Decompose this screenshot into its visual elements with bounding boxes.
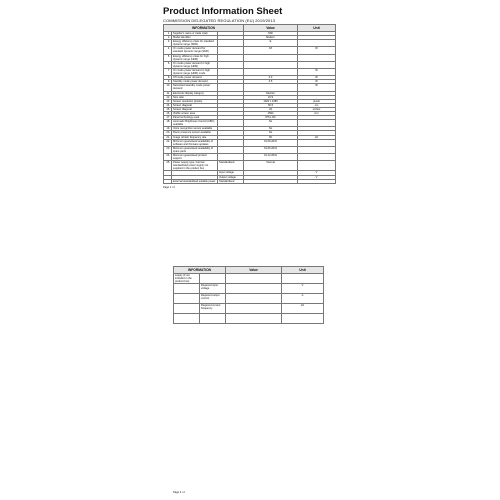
row-unit (298, 161, 336, 171)
row-unit (298, 120, 336, 127)
regulation-subtitle: COMMISSION DELEGATED REGULATION (EU) 2019/2013 (163, 18, 276, 23)
row-unit: Hz (298, 135, 336, 139)
row-value: 16:9 (244, 95, 298, 99)
product-info-table-continued (173, 266, 324, 324)
row-value: Modern (244, 36, 298, 40)
row-value: 01.12.2031 (244, 154, 298, 161)
row-value: 01.06.2031 (244, 146, 298, 153)
row-value (244, 84, 298, 91)
header-value: Value (226, 267, 282, 274)
row-unit: W (298, 47, 336, 54)
row-unit: W (298, 80, 336, 84)
row-number: 16. (164, 111, 172, 115)
row-unit (298, 146, 336, 153)
table-row (174, 314, 324, 324)
row-sub-information: Standardised (218, 179, 244, 183)
row-sub-information: Input voltage (218, 171, 244, 175)
row-unit: W (298, 68, 336, 75)
page-two (163, 260, 335, 324)
row-value: 24 (244, 107, 298, 111)
row-unit (298, 40, 336, 47)
row-information: Energy efficiency class for standard dynamic range (SDR) (172, 40, 218, 47)
row-information: On mode power demand in high dynamic range (HDR) mode (172, 68, 218, 75)
table-row (164, 47, 336, 54)
row-information: Model identifier (172, 36, 218, 40)
row-information: supply (if not included in the product box) (174, 274, 200, 284)
row-value: 60.5 (244, 103, 298, 107)
row-value (226, 304, 282, 314)
row-number (164, 179, 172, 183)
row-number: 23. (164, 146, 172, 153)
row-information: Screen diagonal (172, 103, 218, 107)
row-number: 12. (164, 95, 172, 99)
row-sub-information (218, 68, 244, 75)
row-sub-information (218, 84, 244, 91)
row-number: 18. (164, 120, 172, 127)
row-value: No (244, 127, 298, 131)
table-row (164, 120, 336, 127)
table-row (164, 146, 336, 153)
table-row (164, 61, 336, 68)
row-sub-information (200, 314, 226, 324)
table-header-row (164, 25, 336, 32)
row-unit: inches (298, 107, 336, 111)
row-unit (298, 179, 336, 183)
row-number: 15. (164, 107, 172, 111)
row-unit (298, 54, 336, 61)
row-information (174, 304, 200, 314)
row-information: Standby mode power demand (172, 80, 218, 84)
row-number: 10. (164, 84, 172, 91)
row-sub-information (218, 61, 244, 68)
row-number: 22. (164, 139, 172, 146)
row-sub-information (218, 120, 244, 127)
row-sub-information: Required current frequency (200, 304, 226, 314)
row-unit: Hz (282, 304, 324, 314)
row-information: Screen resolution (pixels) (172, 99, 218, 103)
row-value: E (244, 40, 298, 47)
row-value: 0.5 (244, 80, 298, 84)
row-number: 5. (164, 54, 172, 61)
row-value: 1594 (244, 111, 298, 115)
row-information: Room presence sensor available (172, 131, 218, 135)
row-number: 8. (164, 76, 172, 80)
row-information: Minimum guaranteed availability of spare parts (172, 146, 218, 153)
row-information: Automatic Brightness Control (ABC) available (172, 120, 218, 127)
row-sub-information (200, 274, 226, 284)
row-unit: V (282, 284, 324, 294)
row-information: On mode power demand for standard dynamic range (SDR) (172, 47, 218, 54)
row-value: No (244, 131, 298, 135)
table-row (174, 284, 324, 294)
row-value (244, 61, 298, 68)
table-row (174, 294, 324, 304)
row-sub-information: Standardised (218, 161, 244, 171)
row-unit (298, 61, 336, 68)
row-sub-information (218, 40, 244, 47)
row-unit: pixels (298, 99, 336, 103)
row-unit (282, 274, 324, 284)
row-information: Image refresh frequency rate (172, 135, 218, 139)
row-unit (298, 139, 336, 146)
page-footer: Page 1 / 2 (163, 185, 175, 189)
page-one (163, 6, 335, 189)
row-value: 1920 x 1080 (244, 99, 298, 103)
row-unit: V (298, 175, 336, 179)
row-information: Power supply type: Internal standardised power supply not supplied in the product box (172, 161, 218, 171)
row-unit: A (282, 294, 324, 304)
row-information: Energy efficiency class for high dynamic range (HDR) (172, 54, 218, 61)
table-row (164, 84, 336, 91)
table-row (174, 274, 324, 284)
row-number: 2. (164, 36, 172, 40)
row-number: 19. (164, 127, 172, 131)
row-unit: V (298, 171, 336, 175)
header-unit: Unit (298, 25, 336, 32)
row-information: Minimum guaranteed availability of software and firmware updates (172, 139, 218, 146)
row-number: 6. (164, 61, 172, 68)
row-sub-information: Required input voltage (200, 284, 226, 294)
header-unit: Unit (282, 267, 324, 274)
row-value (226, 274, 282, 284)
row-value: 60 (244, 135, 298, 139)
row-number: 7. (164, 68, 172, 75)
table-row (174, 304, 324, 314)
row-value: Internal (244, 161, 298, 171)
row-value: 0.3 (244, 76, 298, 80)
row-number: 1. (164, 32, 172, 36)
row-information: Voice recognition sensor available (172, 127, 218, 131)
row-number: 25. (164, 161, 172, 171)
product-info-table (163, 24, 336, 184)
row-unit: W (298, 84, 336, 91)
row-number: 17. (164, 116, 172, 120)
row-value: 01.06.2031 (244, 139, 298, 146)
row-value (226, 294, 282, 304)
row-value (244, 68, 298, 75)
table-row (164, 54, 336, 61)
row-information (174, 284, 200, 294)
row-sub-information (218, 54, 244, 61)
row-number: 4. (164, 47, 172, 54)
row-information: Screen diagonal (172, 107, 218, 111)
row-information: Networked standby mode power demand (172, 84, 218, 91)
row-unit (282, 314, 324, 324)
row-sub-information (218, 139, 244, 146)
row-information: External standardised suitable power (173, 179, 216, 183)
row-value: Monitor (244, 91, 298, 95)
row-information (174, 294, 200, 304)
row-information (174, 314, 200, 324)
header-value: Value (244, 25, 298, 32)
row-information: Minimum guaranteed product support (172, 154, 218, 161)
row-sub-information (218, 146, 244, 153)
row-number: 24. (164, 154, 172, 161)
row-unit: cm (298, 103, 336, 107)
row-unit: cm² (298, 111, 336, 115)
row-value (244, 54, 298, 61)
row-information: Off mode power demand (172, 76, 218, 80)
row-value: MSI (244, 32, 298, 36)
row-value: No (244, 120, 298, 127)
row-unit (298, 154, 336, 161)
row-number: 9. (164, 80, 172, 84)
row-value: 18 (244, 47, 298, 54)
row-information: Panel technology used (172, 116, 218, 120)
row-number: 11. (164, 91, 172, 95)
row-sub-information (218, 47, 244, 54)
table-row (164, 161, 336, 171)
document-title: Product Information Sheet (163, 6, 283, 17)
table-row (164, 40, 336, 47)
row-number: 14. (164, 103, 172, 107)
row-number: 20. (164, 131, 172, 135)
row-value (244, 179, 298, 183)
row-number: 21. (164, 135, 172, 139)
table-header-row (174, 267, 324, 274)
row-sub-information: Required output current (200, 294, 226, 304)
row-sub-information (218, 154, 244, 161)
row-information: Visible screen area (172, 111, 218, 115)
header-information: INFORMATION (164, 25, 244, 32)
table-row (164, 139, 336, 146)
row-number: 13. (164, 99, 172, 103)
row-value (226, 284, 282, 294)
row-information: On mode power demand in high dynamic range (HDR) (172, 61, 218, 68)
table-row (164, 179, 336, 183)
row-number: 3. (164, 40, 172, 47)
row-information: Electronic display category (172, 91, 218, 95)
page-footer: Page 2 / 2 (173, 491, 185, 494)
row-unit: W (298, 76, 336, 80)
row-value: IPS LCD (244, 116, 298, 120)
table-row (164, 68, 336, 75)
row-information: Size ratio (172, 95, 218, 99)
row-value (226, 314, 282, 324)
table-row (164, 154, 336, 161)
header-information: INFORMATION (174, 267, 226, 274)
row-information: Supplier's name or trade mark (172, 32, 218, 36)
row-sub-information: Output voltage (218, 175, 244, 179)
